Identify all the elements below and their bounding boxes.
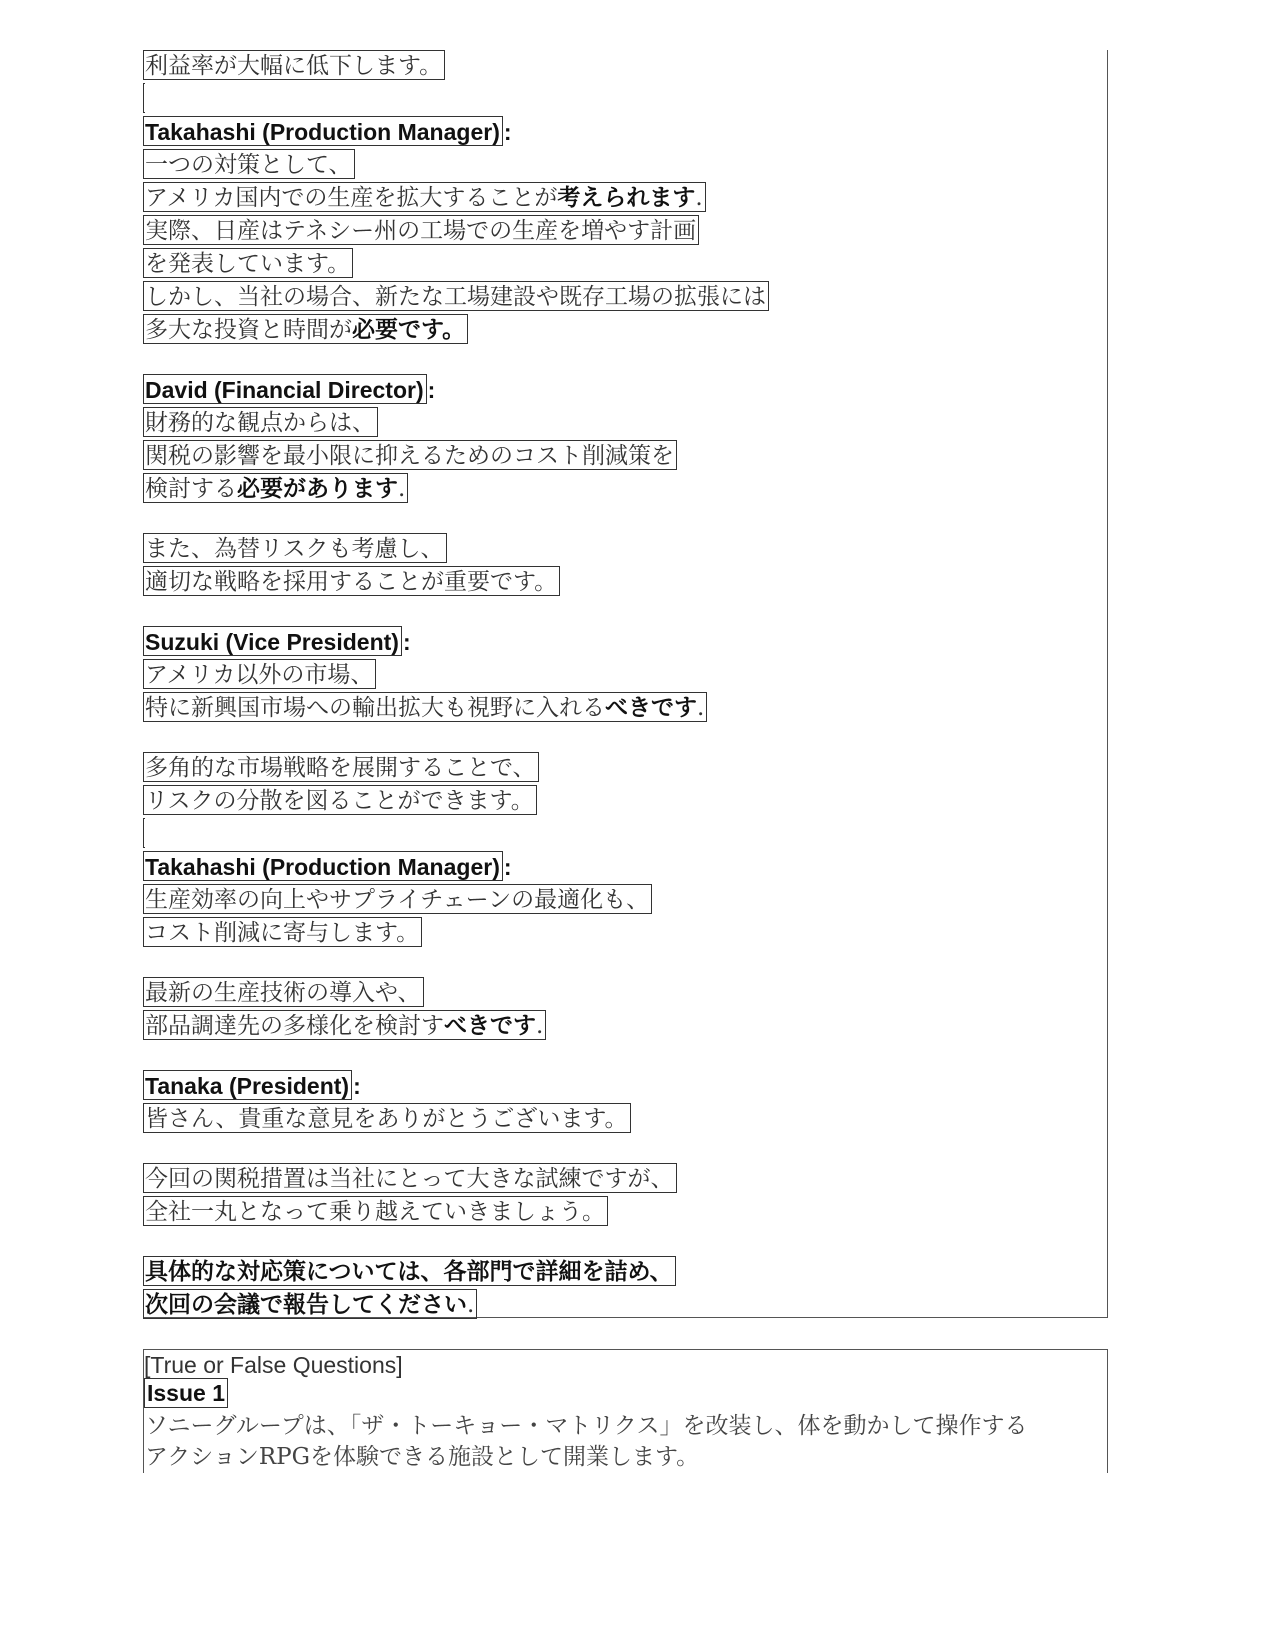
emphasis-text: 必要があります — [237, 476, 398, 502]
body-text: 実際、日産はテネシー州の工場での生産を増やす計画 — [145, 218, 697, 244]
dialogue-line — [143, 1010, 546, 1042]
dialogue-line — [143, 1103, 631, 1135]
body-text: アメリカ以外の市場、 — [145, 662, 374, 688]
questions-section — [143, 1349, 1108, 1473]
text-box — [143, 566, 560, 596]
dialogue-line — [143, 473, 408, 505]
dialogue-line — [143, 215, 699, 247]
body-text: . — [398, 476, 406, 502]
speaker-colon: : — [503, 854, 512, 880]
dialogue-line — [143, 977, 424, 1009]
text-box — [143, 1010, 546, 1040]
dialogue-line — [143, 281, 769, 313]
dialogue-line — [143, 314, 468, 346]
text-box — [143, 1289, 477, 1319]
text-box — [143, 440, 677, 470]
text-box — [143, 692, 707, 722]
dialogue-line — [143, 182, 706, 214]
empty-line — [143, 83, 145, 115]
body-text: 全社一丸となって乗り越えていきましょう。 — [145, 1199, 605, 1225]
dialogue-line — [143, 1256, 676, 1288]
body-text: . — [695, 185, 703, 211]
speaker-line — [143, 626, 411, 658]
text-box — [143, 473, 408, 503]
body-text: 多角的な市場戦略を展開することで、 — [145, 755, 536, 781]
dialogue-line — [143, 752, 539, 784]
text-box — [143, 1256, 676, 1286]
dialogue-line — [143, 149, 355, 181]
text-box — [143, 1163, 677, 1193]
emphasis-text: 考えられます — [557, 185, 696, 211]
dialogue-line — [143, 692, 707, 724]
issue-label: Issue 1 — [144, 1378, 228, 1408]
body-text: 皆さん、貴重な意見をありがとうございます。 — [145, 1106, 628, 1132]
speaker-colon: : — [353, 1073, 361, 1099]
dialogue-section — [143, 50, 1108, 1318]
issue-text-line-1: ソニーグループは、「ザ・トーキョー・マトリクス」を改装し、体を動かして操作する — [145, 1413, 1028, 1439]
body-text: . — [536, 1013, 544, 1039]
body-text: 財務的な観点からは、 — [145, 410, 375, 436]
text-box — [143, 407, 378, 437]
speaker-name: David (Financial Director) — [143, 374, 427, 404]
body-text: . — [467, 1292, 475, 1318]
body-text: リスクの分散を図ることができます。 — [145, 788, 534, 814]
text-box — [143, 917, 422, 947]
body-text: しかし、当社の場合、新たな工場建設や既存工場の拡張には — [145, 284, 766, 310]
body-text: 生産効率の向上やサプライチェーンの最適化も、 — [145, 887, 650, 913]
body-text: 最新の生産技術の導入や、 — [145, 980, 421, 1006]
text-box — [143, 659, 376, 689]
dialogue-line — [143, 1163, 677, 1195]
questions-header: [True or False Questions] — [144, 1352, 403, 1378]
text-box — [143, 182, 706, 212]
body-text: 関税の影響を最小限に抑えるためのコスト削減策を — [145, 443, 674, 469]
dialogue-line — [143, 407, 378, 439]
text-box — [143, 248, 353, 278]
speaker-name: Suzuki (Vice President) — [143, 626, 402, 656]
body-text: また、為替リスクも考慮し、 — [145, 536, 444, 562]
text-box — [143, 215, 699, 245]
text-box — [143, 314, 468, 344]
dialogue-line — [143, 1289, 477, 1321]
speaker-name: Tanaka (President) — [143, 1070, 352, 1100]
dialogue-line — [143, 50, 445, 82]
text-box — [143, 1196, 608, 1226]
emphasis-text: べきです — [444, 1013, 536, 1039]
body-text: 部品調達先の多様化を検討す — [145, 1013, 444, 1039]
speaker-name: Takahashi (Production Manager) — [143, 116, 503, 146]
speaker-colon: : — [503, 119, 512, 145]
text-box — [143, 1103, 631, 1133]
text-box — [143, 533, 447, 563]
empty-box — [143, 83, 145, 113]
emphasis-text: 必要です。 — [352, 317, 466, 343]
dialogue-line — [143, 440, 677, 472]
speaker-line — [143, 851, 512, 883]
body-text: 今回の関税措置は当社にとって大きな試練ですが、 — [145, 1166, 674, 1192]
dialogue-line — [143, 917, 422, 949]
issue-text-line-2: アクションRPGを体験できる施設として開業します。 — [145, 1444, 700, 1470]
text-box — [143, 884, 652, 914]
empty-box — [143, 818, 145, 848]
body-text: 利益率が大幅に低下します。 — [145, 53, 443, 79]
body-text: 検討する — [145, 476, 237, 502]
dialogue-line — [143, 884, 652, 916]
body-text: 適切な戦略を採用することが重要です。 — [145, 569, 558, 595]
emphasis-text: べきです — [605, 695, 697, 721]
body-text: 多大な投資と時間が — [145, 317, 352, 343]
emphasis-text: 具体的な対応策については、各部門で詳細を詰め、 — [145, 1259, 673, 1285]
dialogue-line — [143, 659, 376, 691]
dialogue-line — [143, 1196, 608, 1228]
body-text: コスト削減に寄与します。 — [145, 920, 420, 946]
text-box — [143, 752, 539, 782]
dialogue-line — [143, 785, 537, 817]
text-box — [143, 977, 424, 1007]
body-text: . — [697, 695, 705, 721]
dialogue-line — [143, 566, 560, 598]
body-text: アメリカ国内での生産を拡大することが — [145, 185, 558, 211]
dialogue-line — [143, 248, 353, 280]
body-text: を発表しています。 — [145, 251, 351, 277]
speaker-colon: : — [427, 377, 436, 403]
speaker-line — [143, 374, 435, 406]
text-box — [143, 50, 445, 80]
text-box — [143, 149, 355, 179]
speaker-line — [143, 116, 512, 148]
empty-line — [143, 818, 145, 850]
dialogue-line — [143, 533, 447, 565]
emphasis-text: 次回の会議で報告してください — [145, 1292, 467, 1318]
speaker-name: Takahashi (Production Manager) — [143, 851, 503, 881]
speaker-colon: : — [402, 629, 411, 655]
body-text: 一つの対策として、 — [145, 152, 352, 178]
speaker-line — [143, 1070, 361, 1102]
body-text: 特に新興国市場への輸出拡大も視野に入れる — [145, 695, 605, 721]
text-box — [143, 785, 537, 815]
text-box — [143, 281, 769, 311]
